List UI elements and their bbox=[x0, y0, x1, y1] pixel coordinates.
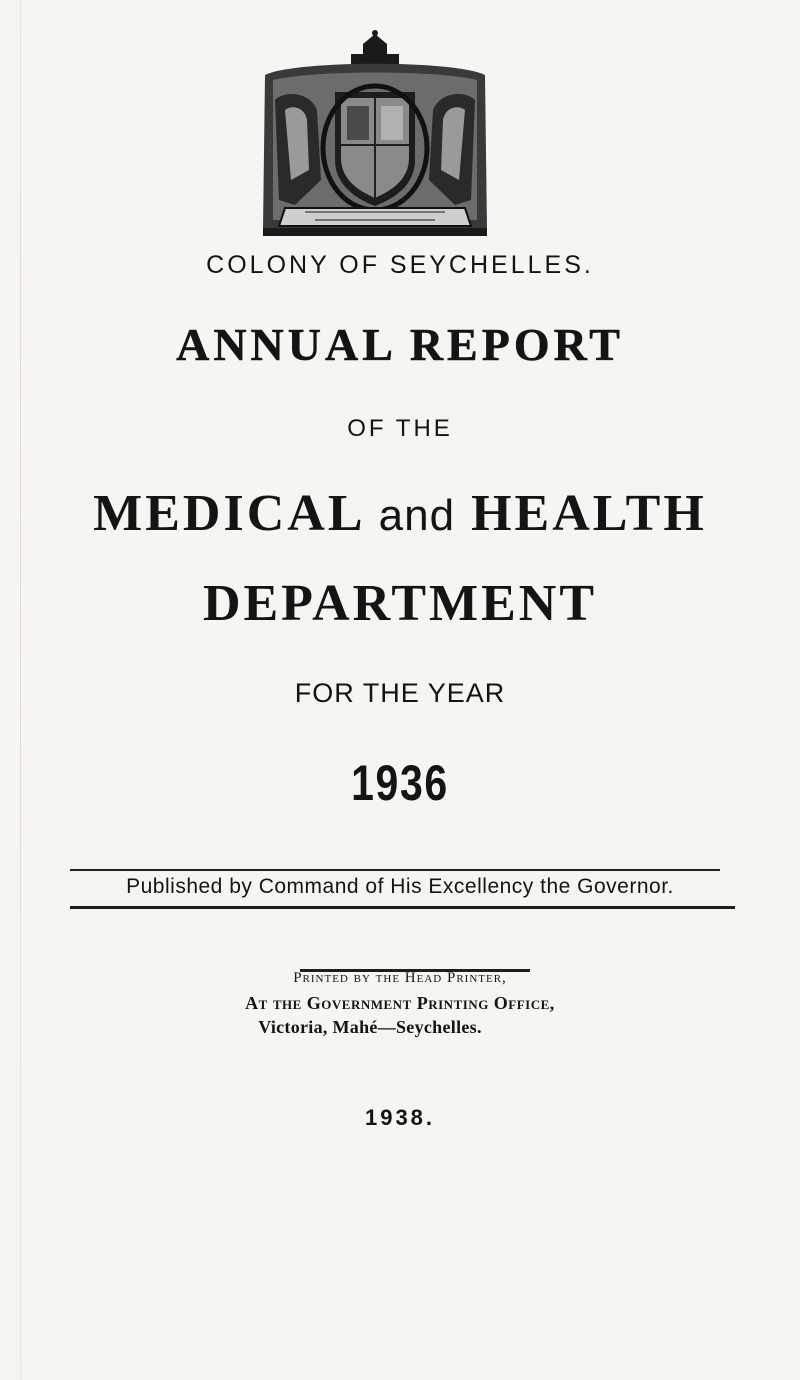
royal-coat-of-arms-icon bbox=[255, 30, 495, 245]
top-divider-rule bbox=[70, 869, 720, 871]
print-year: 1938. bbox=[364, 1105, 436, 1130]
report-title-annual-report: ANNUAL REPORT bbox=[176, 319, 624, 370]
published-by-command: Published by Command of His Excellency the Governor. bbox=[126, 875, 674, 898]
report-year: 1936 bbox=[351, 755, 449, 811]
colony-name: COLONY OF SEYCHELLES. bbox=[206, 251, 594, 279]
report-title-of-the: OF THE bbox=[347, 415, 453, 442]
for-the-year-label: FOR THE YEAR bbox=[294, 678, 506, 708]
imprint-location: Victoria, Mahé—Seychelles. bbox=[258, 1017, 482, 1037]
title-word-health: HEALTH bbox=[471, 485, 707, 542]
imprint-printer: Printed by the Head Printer, bbox=[293, 970, 507, 986]
bottom-divider-rule bbox=[70, 906, 735, 909]
report-title-medical-and-health bbox=[0, 484, 800, 543]
imprint-office: At the Government Printing Office, bbox=[245, 993, 555, 1013]
title-word-medical: MEDICAL bbox=[93, 485, 363, 542]
report-title-department: DEPARTMENT bbox=[202, 575, 598, 632]
title-word-and: and bbox=[378, 491, 456, 540]
